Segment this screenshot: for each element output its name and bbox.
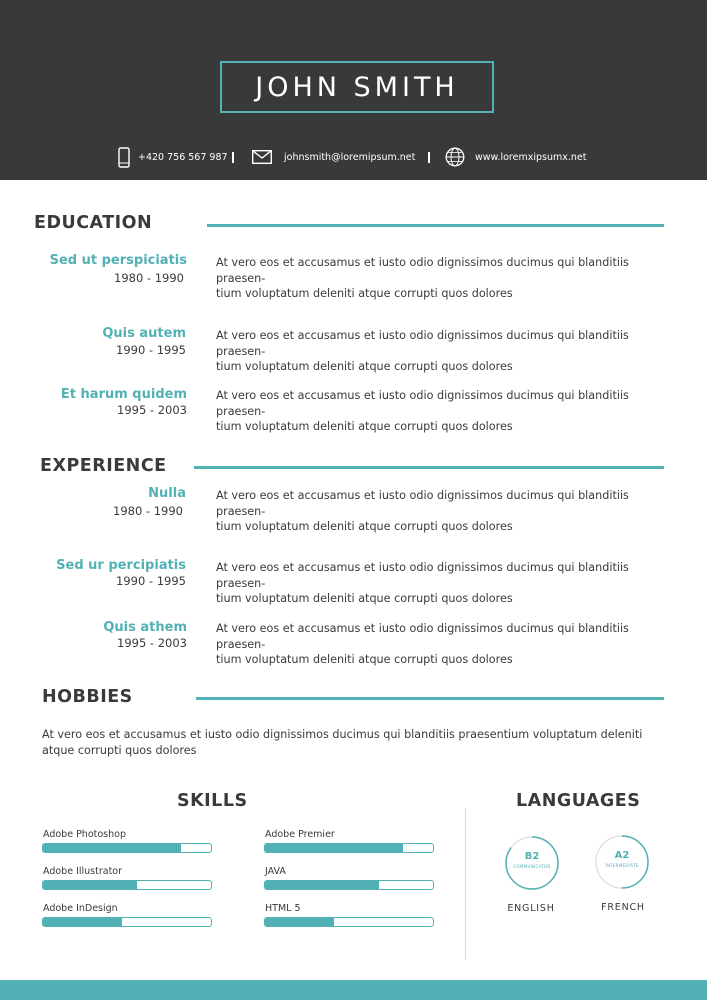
- description-line: tium voluptatum deleniti atque corrupti quos dolores: [216, 360, 513, 373]
- skill-fill: [43, 844, 181, 852]
- experience-entry-title: Quis athem: [103, 620, 187, 635]
- contact-phone: [118, 145, 228, 169]
- skill-label: Adobe Photoshop: [43, 829, 126, 840]
- mail-icon: [252, 150, 272, 164]
- description-line: At vero eos et accusamus et iusto odio dignissimos ducimus qui blanditiis praesen-: [216, 489, 629, 518]
- experience-entry-years: 1990 - 1995: [116, 574, 186, 588]
- education-entry-description: [216, 388, 666, 435]
- skills-languages-divider: [465, 808, 466, 960]
- language-level: B2: [524, 851, 540, 862]
- education-entry-years: 1990 - 1995: [116, 343, 186, 357]
- description-line: At vero eos et accusamus et iusto odio dignissimos ducimus qui blanditiis praesen-: [216, 389, 629, 418]
- contact-email: [252, 145, 415, 169]
- language-ring: [504, 835, 560, 891]
- education-entry-years: 1995 - 2003: [117, 403, 187, 417]
- education-entry-title: Et harum quidem: [60, 387, 187, 402]
- experience-entry-description: [216, 488, 666, 535]
- skill-label: HTML 5: [265, 903, 301, 914]
- skill-fill: [43, 918, 122, 926]
- language-ring: [594, 834, 650, 890]
- education-entry-title: Sed ut perspiciatis: [49, 253, 187, 268]
- language-name: FRENCH: [601, 902, 645, 913]
- description-line: tium voluptatum deleniti atque corrupti quos dolores: [216, 592, 513, 605]
- website-text[interactable]: www.loremxipsumx.net: [475, 151, 587, 163]
- skill-label: Adobe Premier: [265, 829, 335, 840]
- language-level: A2: [614, 850, 630, 861]
- description-line: At vero eos et accusamus et iusto odio dignissimos ducimus qui blanditiis praesen-: [216, 256, 629, 285]
- experience-heading: EXPERIENCE: [40, 456, 167, 476]
- hobbies-text: At vero eos et accusamus et iusto odio dignissimos ducimus qui blanditiis praesentium voluptatum deleniti atque corrupti quos dolores: [42, 728, 643, 757]
- skill-label: Adobe InDesign: [43, 903, 118, 914]
- skill-label: Adobe Illustrator: [43, 866, 123, 877]
- hobbies-heading: HOBBIES: [42, 687, 133, 707]
- skill-fill: [265, 918, 334, 926]
- hobbies-divider: [196, 697, 664, 700]
- language-level-desc: INTERMEDIATE: [605, 863, 639, 868]
- phone-icon: [118, 147, 130, 168]
- skill-fill: [265, 881, 379, 889]
- education-divider: [207, 224, 664, 227]
- description-line: At vero eos et accusamus et iusto odio dignissimos ducimus qui blanditiis praesen-: [216, 329, 629, 358]
- experience-entry-description: [216, 560, 666, 607]
- description-line: tium voluptatum deleniti atque corrupti quos dolores: [216, 287, 513, 300]
- education-heading: EDUCATION: [34, 213, 153, 233]
- globe-icon: [445, 147, 465, 167]
- experience-entry-years: 1995 - 2003: [117, 636, 187, 650]
- skill-bar: [264, 917, 434, 927]
- languages-heading: LANGUAGES: [516, 791, 641, 811]
- language-badge: [504, 835, 560, 891]
- experience-divider: [194, 466, 664, 469]
- skills-heading: SKILLS: [177, 791, 248, 811]
- language-level-desc: COMMUNICATOR: [513, 864, 551, 869]
- description-line: tium voluptatum deleniti atque corrupti quos dolores: [216, 653, 513, 666]
- skill-bar: [42, 843, 212, 853]
- contact-separator: [232, 152, 234, 163]
- education-entry-description: [216, 328, 666, 375]
- experience-entry-years: 1980 - 1990: [113, 504, 183, 518]
- skill-label: JAVA: [265, 866, 286, 877]
- experience-entry-description: [216, 621, 666, 668]
- language-name: ENGLISH: [507, 903, 555, 914]
- experience-entry-title: Sed ur percipiatis: [56, 558, 186, 573]
- skill-bar: [264, 843, 434, 853]
- skill-fill: [265, 844, 403, 852]
- skill-bar: [42, 917, 212, 927]
- language-badge: [594, 834, 650, 890]
- header: [0, 0, 707, 180]
- description-line: At vero eos et accusamus et iusto odio dignissimos ducimus qui blanditiis praesen-: [216, 622, 629, 651]
- description-line: At vero eos et accusamus et iusto odio dignissimos ducimus qui blanditiis praesen-: [216, 561, 629, 590]
- experience-entry-title: Nulla: [148, 486, 186, 501]
- education-entry-years: 1980 - 1990: [114, 271, 184, 285]
- full-name: JOHN SMITH: [255, 71, 459, 103]
- description-line: tium voluptatum deleniti atque corrupti quos dolores: [216, 520, 513, 533]
- phone-text: +420 756 567 987: [138, 151, 228, 163]
- skill-fill: [43, 881, 137, 889]
- description-line: tium voluptatum deleniti atque corrupti quos dolores: [216, 420, 513, 433]
- email-text[interactable]: johnsmith@loremipsum.net: [284, 151, 416, 163]
- education-entry-title: Quis autem: [102, 326, 186, 341]
- skill-bar: [42, 880, 212, 890]
- education-entry-description: [216, 255, 666, 302]
- footer-bar: [0, 980, 707, 1000]
- contact-website: [445, 145, 586, 169]
- skill-bar: [264, 880, 434, 890]
- contact-separator: [428, 152, 430, 163]
- name-box: [220, 61, 494, 113]
